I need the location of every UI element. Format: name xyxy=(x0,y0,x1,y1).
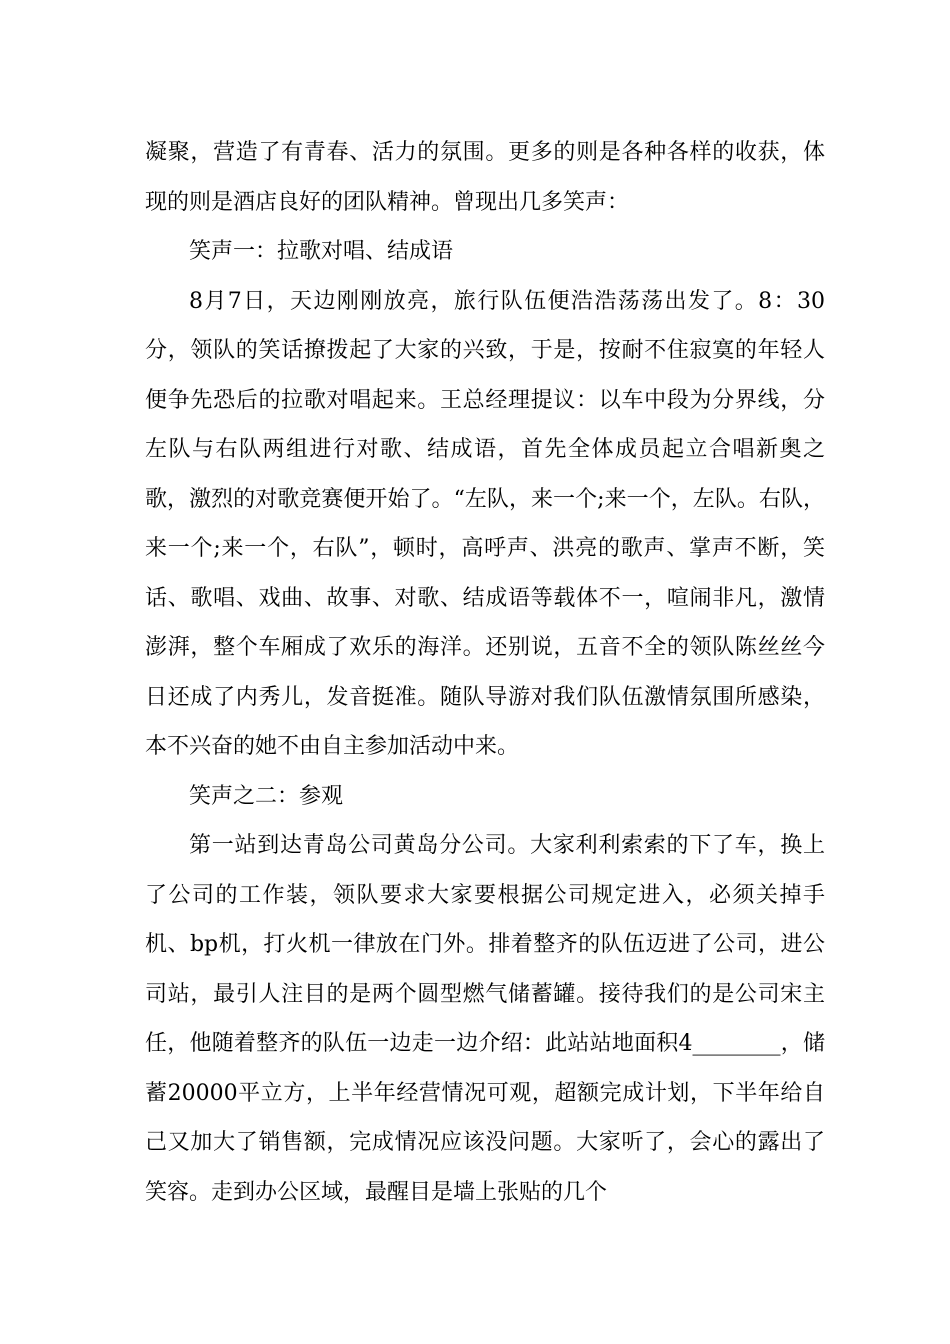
paragraph-visit: 第一站到达青岛公司黄岛分公司。大家利利索索的下了车，换上了公司的工作装，领队要求大家要根据公司规定进入，必须关掉手机、bp机，打火机一律放在门外。排着整齐的队伍迈进了公司，进公司站，最引人注目的是两个圆型燃气储蓄罐。接待我们的是公司宋主任，他随着整齐的队伍一边走一边介绍：此站站地面积4________，储蓄20000平立方，上半年经营情况可观，超额完成计划，下半年给自己又加大了销售额，完成情况应该没问题。大家听了，会心的露出了笑容。走到办公区域，最醒目是墙上张贴的几个 xyxy=(145,833,825,1205)
section-heading-laughter-two: 笑声之二：参观 xyxy=(189,783,344,809)
paragraph-intro: 凝聚，营造了有青春、活力的氛围。更多的则是各种各样的收获，体现的则是酒店良好的团队精神。曾现出几多笑声： xyxy=(145,140,825,215)
paragraph-singing: 8月7日，天边刚刚放亮，旅行队伍便浩浩荡荡出发了。8：30分，领队的笑话撩拨起了大家的兴致，于是，按耐不住寂寞的年轻人便争先恐后的拉歌对唱起来。王总经理提议：以车中段为分界线，分左队与右队两组进行对歌、结成语，首先全体成员起立合唱新奥之歌，激烈的对歌竞赛便开始了。“左队，来一个;来一个，左队。右队，来一个;来一个，右队”，顿时，高呼声、洪亮的歌声、掌声不断，笑话、歌唱、戏曲、故事、对歌、结成语等载体不一，喧闹非凡，激情澎湃，整个车厢成了欢乐的海洋。还别说，五音不全的领队陈丝丝今日还成了内秀儿，发音挺准。随队导游对我们队伍激情氛围所感染，本不兴奋的她不由自主参加活动中来。 xyxy=(145,288,825,759)
document-body xyxy=(145,128,825,1217)
section-heading-laughter-one: 笑声一：拉歌对唱、结成语 xyxy=(189,239,454,264)
